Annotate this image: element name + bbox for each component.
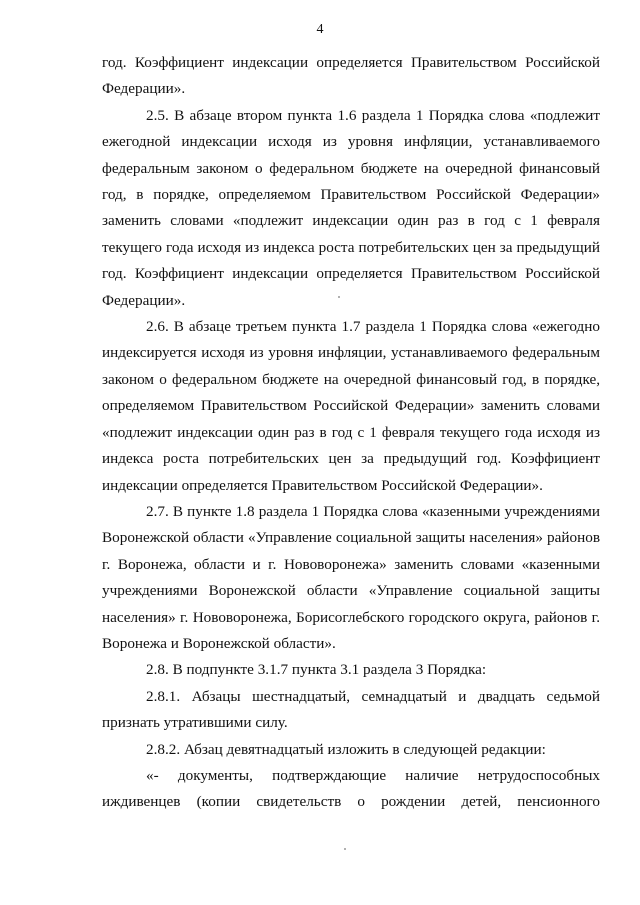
page-number: 4 [316, 22, 324, 37]
paragraph-2-8-2: 2.8.2. Абзац девятнадцатый изложить в следующей редакции: [146, 740, 546, 758]
scan-speck [338, 296, 340, 298]
paragraph-intro: год. Коэффициент индексации определяется Правительством Российской Федерации». [102, 54, 600, 98]
paragraph-2-8: 2.8. В подпункте 3.1.7 пункта 3.1 раздела 3 Порядка: [146, 661, 487, 679]
paragraph-2-7: 2.7. В пункте 1.8 раздела 1 Порядка слова «казенными учреждениями Воронежской области «Управление социальной защиты населения» районов г. Воронежа, области и г. Нововоронежа» заменить словами «казенными учреждениями Воронежской области «Управление социальной защиты населения» г. Нововоронежа, Борисоглебского городского округа, районов г. Воронежа и Воронежской области». [102, 502, 600, 652]
paragraph-2-6: 2.6. В абзаце третьем пункта 1.7 раздела 1 Порядка слова «ежегодно индексируется исходя из уровня инфляции, устанавливаемого федеральным законом о федеральном бюджете на очередной финансовый год, в порядке, определяемом Правительством Российской Федерации» заменить словами «подлежит индексации один раз в год с 1 февраля текущего года исходя из индекса роста потребительских цен за предыдущий год. Коэффициент индексации определяется Правительством Российской Федерации». [102, 318, 600, 494]
paragraph-quote: «- документы, подтверждающие наличие нетрудоспособных иждивенцев (копии свидетельств о рождении детей, пенсионного [102, 766, 600, 811]
document-body [102, 50, 600, 816]
scan-speck [344, 848, 346, 850]
paragraph-2-5: 2.5. В абзаце втором пункта 1.6 раздела 1 Порядка слова «подлежит ежегодной индексации исходя из уровня инфляции, устанавливаемого федеральным законом о федеральном бюджете на очередной финансовый год, в порядке, определяемом Правительством Российской Федерации» заменить словами «подлежит индексации один раз в год с 1 февраля текущего года исходя из индекса роста потребительских цен за предыдущий год. Коэффициент индексации определяется Правительством Российской Федерации». [102, 106, 600, 309]
paragraph-2-8-1: 2.8.1. Абзацы шестнадцатый, семнадцатый и двадцать седьмой признать утратившими силу. [102, 687, 600, 732]
